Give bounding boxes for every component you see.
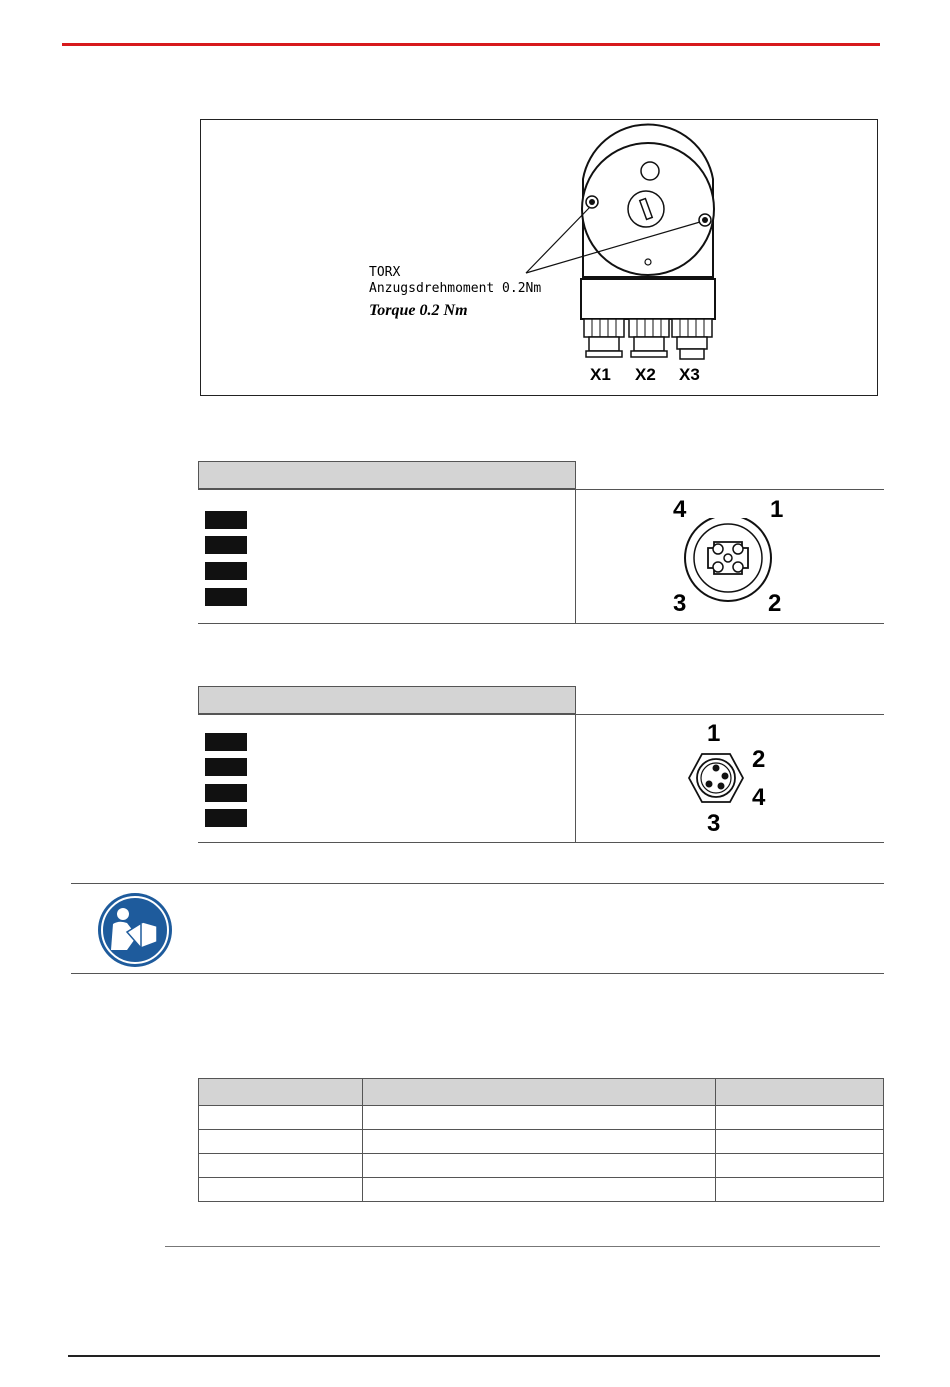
pin-color-box [205, 536, 247, 554]
pin-color-box [205, 588, 247, 606]
table-cell [363, 1130, 716, 1154]
read-manual-icon [97, 892, 173, 968]
table-row [199, 1178, 884, 1202]
table-header-cell [199, 1079, 363, 1106]
torque-de-label: Anzugsdrehmoment 0.2Nm [369, 281, 542, 296]
table-cell [716, 1106, 884, 1130]
section-rule [165, 1246, 880, 1247]
table-cell [199, 1106, 363, 1130]
connector-label-x1: X1 [590, 365, 611, 384]
m12-socket-diagram [678, 518, 778, 610]
table-cell [363, 1154, 716, 1178]
encoder-drawing [200, 119, 878, 396]
table-cell [716, 1154, 884, 1178]
note-rule-top [71, 883, 884, 884]
pin-color-box [205, 809, 247, 827]
note-rule-bottom [71, 973, 884, 974]
pin-color-box [205, 758, 247, 776]
table-row [199, 1130, 884, 1154]
pin-number: 3 [673, 590, 687, 617]
table-cell [363, 1106, 716, 1130]
table-cell [199, 1130, 363, 1154]
table-cell [716, 1130, 884, 1154]
pin-table-2-header [198, 686, 576, 714]
torx-label: TORX [369, 265, 401, 280]
pin-color-box [205, 511, 247, 529]
table-header-cell [363, 1079, 716, 1106]
connector-label-x3: X3 [679, 365, 700, 384]
pin-table-2-rule-bottom [198, 842, 884, 843]
specification-table [198, 1078, 884, 1202]
pin-number: 4 [752, 784, 766, 811]
pin-number: 1 [770, 496, 784, 523]
pin-table-2-rule-top [198, 714, 884, 715]
table-header-cell [716, 1079, 884, 1106]
table-cell [363, 1178, 716, 1202]
pin-number: 2 [768, 590, 782, 617]
table-header-row [199, 1079, 884, 1106]
torque-en-label: Torque 0.2 Nm [369, 302, 468, 319]
pin-number: 4 [673, 496, 687, 523]
table-cell [716, 1178, 884, 1202]
pin-table-1-rule-top [198, 489, 884, 490]
connector-label-x2: X2 [635, 365, 656, 384]
pin-table-1-divider [575, 489, 576, 623]
table-cell [199, 1178, 363, 1202]
table-cell [199, 1154, 363, 1178]
pin-color-box [205, 784, 247, 802]
pin-number: 2 [752, 746, 766, 773]
pin-number: 1 [707, 720, 721, 747]
pin-color-box [205, 733, 247, 751]
header-rule [62, 43, 880, 46]
footer-rule [68, 1355, 880, 1357]
pin-table-1-rule-bottom [198, 623, 884, 624]
pin-table-2-divider [575, 714, 576, 842]
pin-color-box [205, 562, 247, 580]
m8-plug-diagram [688, 752, 744, 804]
table-row [199, 1106, 884, 1130]
pin-number: 3 [707, 810, 721, 837]
table-row [199, 1154, 884, 1178]
pin-table-1-header [198, 461, 576, 489]
